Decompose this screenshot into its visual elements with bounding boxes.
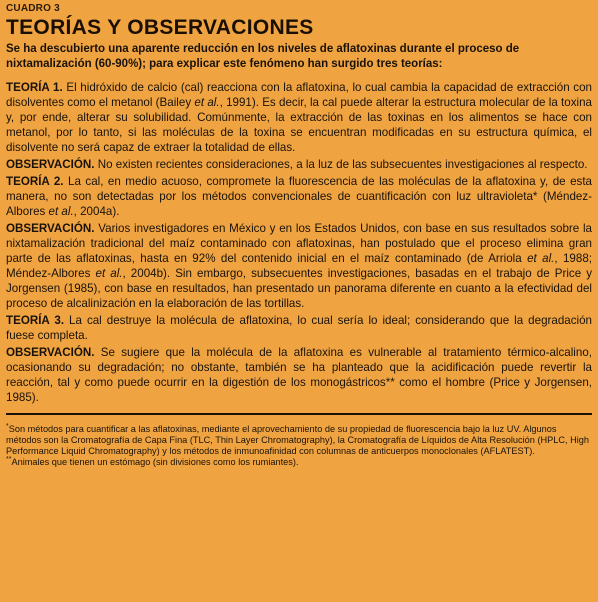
observation-2-label: OBSERVACIÓN. [6,222,95,235]
theory-3-label: TEORÍA 3. [6,314,65,327]
theories-body [6,80,592,405]
observation-2-et-al-1: et al. [527,252,555,265]
observation-2-text-c: , 2004b). Sin embargo, subsecuentes investigaciones, basadas en el trabajo de Price y Jorgensen (1985), con base en resultados, han presentado un panorama diferente en cuanto a la efectividad del proceso de alcalinización en la elaboración de las tortillas. [6,267,593,310]
theory-2-text-a: La cal, en medio acuoso, compromete la fluorescencia de las moléculas de la aflatoxina y, de esta manera, no son detectadas por los métodos convencionales de cuantificación con luz ultravioleta* (Méndez-Albores [6,175,592,218]
observation-2-text-a: Varios investigadores en México y en los Estados Unidos, con base en sus resultados sobre la nixtamalización tradicional del maíz contaminado con aflatoxinas, han postulado que el proceso elimina gran parte de las aflatoxinas, hasta en 92% del contenido inicial en el maíz contaminado (de Arriola [6,222,592,265]
theory-1-text-a: El hidróxido de calcio (cal) reacciona con la aflatoxina, lo cual cambia la capacidad de extracción con disolventes como el metanol (Bailey [6,81,593,109]
intro-text: Se ha descubierto una aparente reducción en los niveles de aflatoxinas durante el proceso de nixtamalización (60-90%); para explicar este fenómeno han surgido tres teorías: [6,43,520,70]
observation-3-label: OBSERVACIÓN. [6,346,95,359]
theory-3-text: La cal destruye la molécula de aflatoxina, lo cual sería lo ideal; considerando que la degradación fuese completa. [6,314,592,342]
observation-2 [6,221,592,311]
box-title: TEORÍAS Y OBSERVACIONES [6,16,314,39]
observation-1-label: OBSERVACIÓN. [6,158,95,171]
observation-3 [6,345,592,405]
theory-1-text-b: , 1991). Es decir, la cal puede alterar la estructura molecular de la toxina y, por ende, alterar su solubilidad. Comúnmente, la extracción de las toxinas en los alimentos se hace con metanol, por lo tanto, si las moléculas de la toxina se encuentran modificadas en su estructura química, el disolvente no será capaz de extraer la totalidad de ellas. [6,96,592,154]
theory-1 [6,80,592,155]
theory-2-text-b: , 2004a). [73,205,120,218]
footnote-1-mark: * [6,422,9,430]
footnote-1 [6,424,592,457]
theory-1-et-al: et al. [194,96,220,109]
observation-1-text: No existen recientes consideraciones, a la luz de las subsecuentes investigaciones al respecto. [94,158,588,171]
theory-2-et-al: et al. [48,205,74,218]
footnote-2-text: Animales que tienen un estómago (sin divisiones como los rumiantes). [11,457,299,467]
theory-3 [6,313,592,343]
box-label: CUADRO 3 [6,3,60,14]
theory-2-label: TEORÍA 2. [6,175,64,188]
observation-2-text-b: , 1988; Méndez-Albores [6,252,592,280]
footnote-1-text: Son métodos para cuantificar a las aflatoxinas, mediante el aprovechamiento de su propiedad de fluorescencia bajo la luz UV. Algunos métodos son la Cromatografía de Capa Fina (TLC, Thin Layer Chromatography), la Cromatografía de Líquidos de Alta Resolución (HPLC, High Performance Liquid Chromatography) y los métodos de inmunoafinidad con columnas de anticuerpos monoclonales (AFLATEST). [6,424,590,456]
theory-2 [6,174,592,219]
observation-2-et-al-2: et al. [95,267,123,280]
observation-3-text: Se sugiere que la molécula de la aflatoxina es vulnerable al tratamiento térmico-alcalino, ocasionando su degradación; no obstante, también se ha planteado que la acidificación puede revertir la reacción, tal y como puede ocurrir en la digestión de los monogástricos** como el hombre (Price y Jorgensen, 1985). [6,346,592,404]
footnote-2-mark: ** [6,455,12,463]
footnotes [6,424,592,468]
observation-1 [6,157,592,172]
footnote-divider [6,413,592,415]
footnote-2 [6,457,592,468]
theory-1-label: TEORÍA 1. [6,81,63,94]
